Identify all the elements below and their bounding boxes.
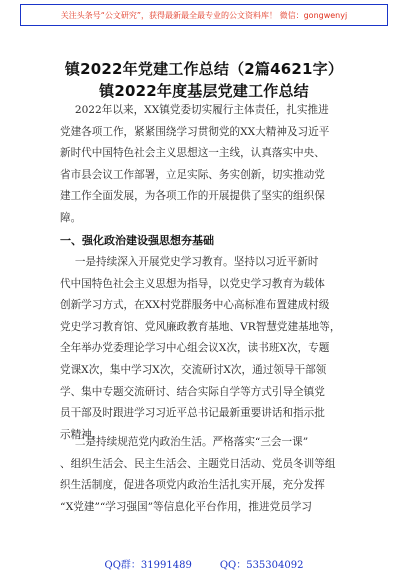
promo-banner-text: 关注头条号“公文研究”，获得最新最全最专业的公文资料库！ 微信：gongwenyj	[60, 10, 348, 20]
text-line: 示精神。	[60, 428, 103, 441]
text-line: 员干部及时跟进学习习近平总书记最新重要讲话和指示批	[60, 407, 325, 420]
text-line: 全年举办党委理论学习中心组会议X次，读书班X次，专题	[60, 342, 330, 355]
contact-footer	[0, 556, 408, 571]
section-heading: 一、强化政治建设强思想夯基础	[60, 234, 214, 247]
text-line: 二是持续规范党内政治生活。严格落实“三会一课”	[74, 436, 309, 448]
text-line: 党课X次，集中学习X次，交流研讨X次，通过领导干部领	[60, 363, 327, 376]
text-line: 新时代中国特色社会主义思想这一主线，认真落实中央、	[60, 147, 325, 160]
text-line: 党建各项工作，紧紧围绕学习贯彻党的XX大精神及习近平	[60, 125, 330, 138]
qq-group-number: QQ群：31991489	[104, 560, 192, 571]
text-line: 学、集中专题交流研讨、结合实际自学等方式引导全镇党	[60, 385, 325, 398]
text-line: 一是持续深入开展党史学习教育。坚持以习近平新时	[74, 256, 319, 268]
section1-paragraph	[60, 252, 350, 446]
text-line: 省市县会议工作部署，立足实际、务实创新，切实推动党	[60, 168, 325, 181]
document-subtitle: 镇2022年度基层党建工作总结	[99, 82, 309, 100]
text-line: 2022年以来，XX镇党委切实履行主体责任，扎实推进	[74, 104, 329, 116]
document-title: 镇2022年党建工作总结（2篇4621字）	[64, 60, 344, 78]
text-line: 党史学习教育馆、党风廉政教育基地、VR智慧党建基地等，	[60, 320, 341, 333]
qq-number: QQ：535304092	[219, 560, 304, 571]
text-line: 障。	[60, 211, 82, 224]
text-line: 、组织生活会、民主生活会、主题党日活动、党员冬训等组	[60, 457, 336, 470]
text-line: 代中国特色社会主义思想为指导，以党史学习教育为载体	[60, 277, 325, 290]
text-line: 织生活制度，促进各项党内政治生活扎实开展，充分发挥	[60, 479, 325, 492]
text-line: 建工作全面发展，为各项工作的开展提供了坚实的组织保	[60, 190, 325, 203]
text-line: 创新学习方式，在XX村党群服务中心高标准布置建成村级	[60, 299, 330, 312]
intro-paragraph	[60, 100, 350, 230]
section2-paragraph	[60, 432, 350, 518]
promo-banner	[20, 4, 388, 26]
text-line: “X党建”“学习强国”等信息化平台作用，推进党员学习	[60, 500, 312, 513]
